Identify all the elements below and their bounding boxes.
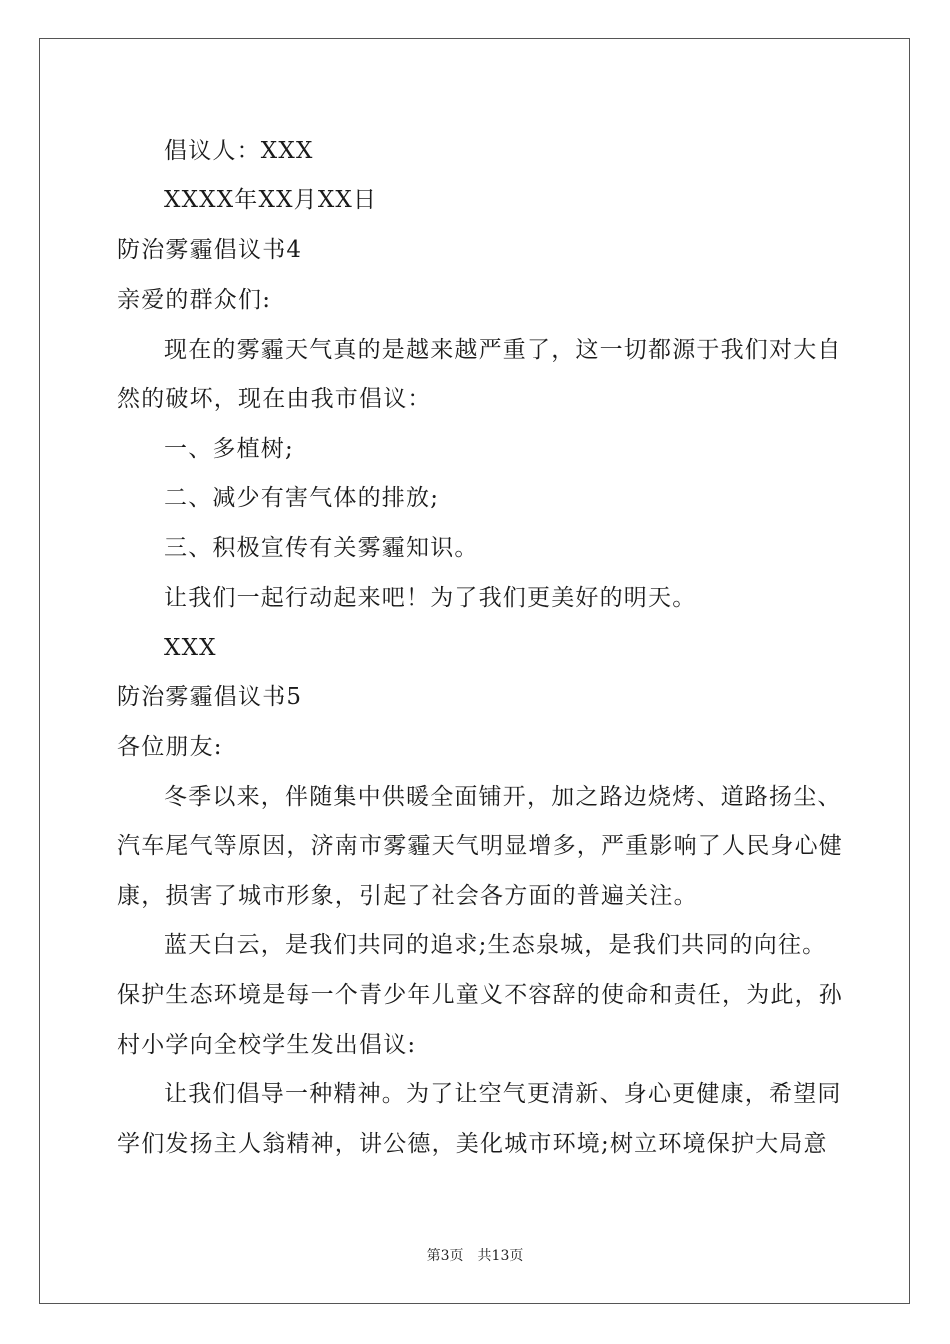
paragraph-line: 让我们倡导一种精神。为了让空气更清新、身心更健康，希望同	[164, 1081, 842, 1107]
section-title-4: 防治雾霾倡议书4	[117, 237, 303, 263]
signature-line: XXX	[164, 635, 217, 661]
paragraph-line: 然的破坏，现在由我市倡议：	[117, 386, 432, 412]
paragraph-line: 现在的雾霾天气真的是越来越严重了，这一切都源于我们对大自	[164, 337, 842, 363]
paragraph-line: 蓝天白云，是我们共同的追求;生态泉城，是我们共同的向往。	[164, 932, 827, 958]
paragraph-line: 让我们一起行动起来吧！为了我们更美好的明天。	[164, 585, 697, 611]
paragraph-line: 学们发扬主人翁精神，讲公德，美化城市环境;树立环境保护大局意	[117, 1131, 828, 1157]
salutation-5: 各位朋友:	[117, 734, 223, 760]
section-title-5: 防治雾霾倡议书5	[117, 684, 303, 710]
page-footer	[0, 1247, 950, 1265]
page-total: 共13页	[477, 1248, 524, 1264]
page-border	[39, 38, 910, 1304]
paragraph-line: 保护生态环境是每一个青少年儿童义不容辞的使命和责任，为此，孙	[117, 982, 843, 1008]
initiator-line: 倡议人：XXX	[164, 138, 314, 164]
list-item-2: 二、减少有害气体的排放;	[164, 485, 440, 511]
paragraph-line: 冬季以来，伴随集中供暖全面铺开，加之路边烧烤、道路扬尘、	[164, 784, 842, 810]
date-line: XXXX年XX月XX日	[164, 187, 378, 213]
list-item-3: 三、积极宣传有关雾霾知识。	[164, 535, 479, 561]
paragraph-line: 汽车尾气等原因，济南市雾霾天气明显增多，严重影响了人民身心健	[117, 833, 843, 859]
paragraph-line: 康，损害了城市形象，引起了社会各方面的普遍关注。	[117, 883, 698, 909]
salutation-4: 亲爱的群众们:	[117, 287, 272, 313]
page-number: 第3页	[426, 1248, 464, 1264]
paragraph-line: 村小学向全校学生发出倡议:	[117, 1032, 417, 1058]
list-item-1: 一、多植树;	[164, 436, 294, 462]
